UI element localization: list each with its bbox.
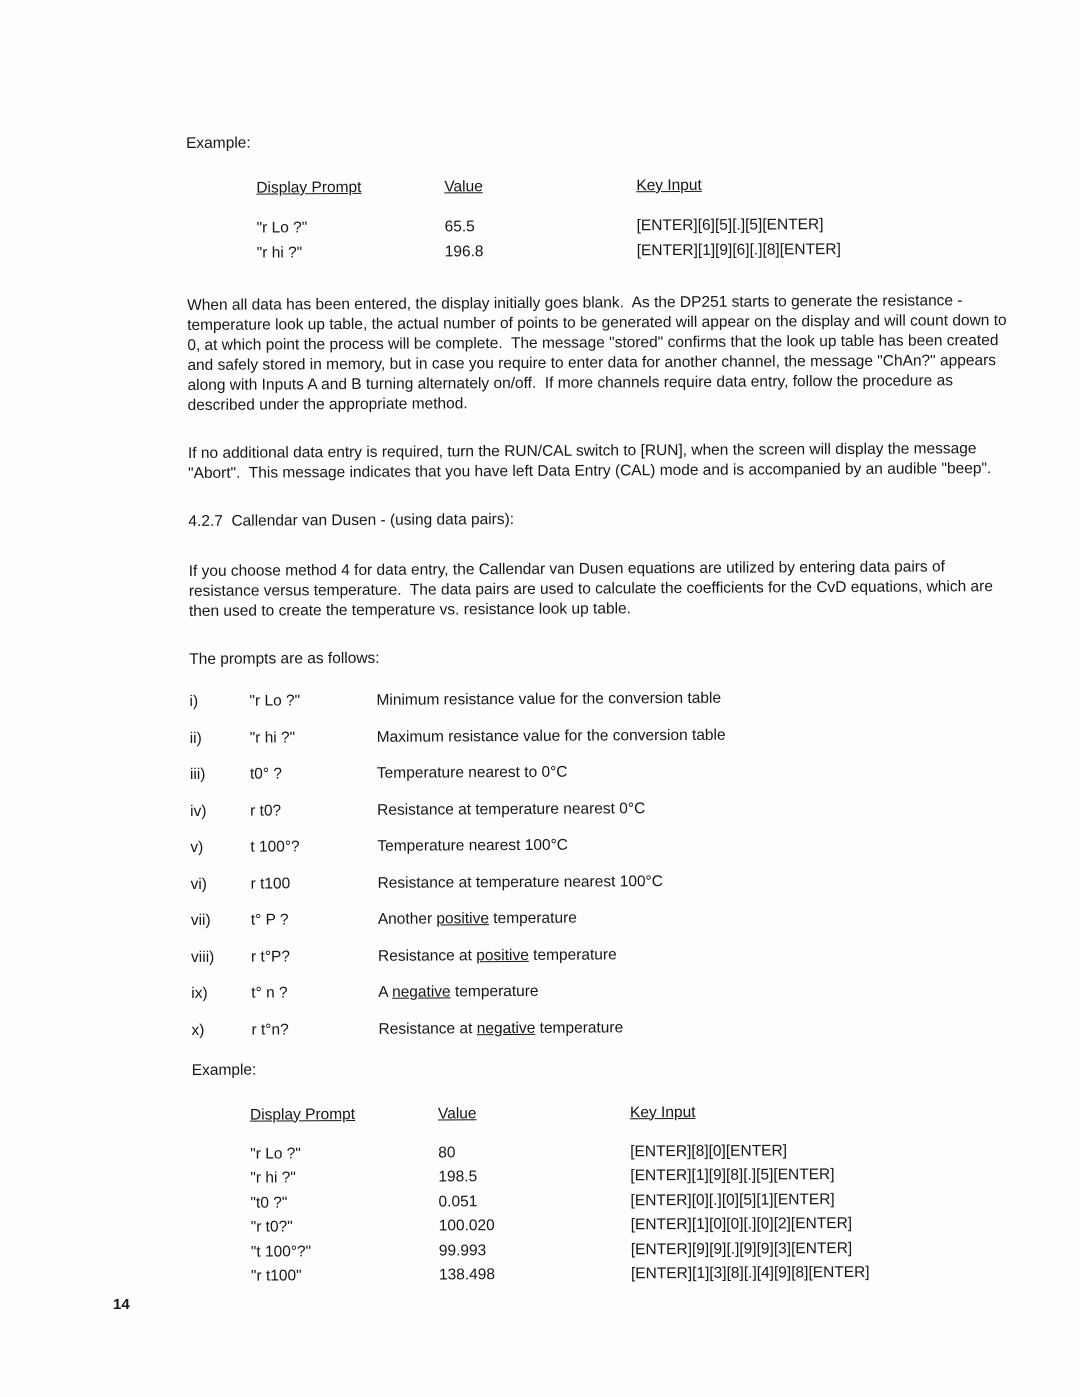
list-item	[191, 1015, 1021, 1040]
cell-key-input: [ENTER][1][9][8][.][5][ENTER]	[630, 1166, 835, 1185]
paragraph-cvd-intro: If you choose method 4 for data entry, the Callendar van Dusen equations are utilized by entering data pairs of resistance versus temperature. The data pairs are used to calculate the coefficients for the CvD equations, which are then used to create the temperature vs. resistance look up table.	[188, 558, 998, 620]
cell-value: 99.993	[438, 1241, 487, 1259]
page-content	[186, 129, 1023, 1290]
list-item-description: Temperature nearest 100°C	[377, 836, 568, 855]
cell-key-input: [ENTER][8][0][ENTER]	[630, 1141, 788, 1160]
list-item-description: Minimum resistance value for the conversion table	[376, 689, 722, 709]
list-item	[191, 942, 1021, 967]
list-item-numeral: x)	[191, 1021, 205, 1039]
list-item-prompt: t° n ?	[251, 984, 288, 1002]
cell-display-prompt: "r Lo ?"	[256, 219, 308, 237]
list-item-prompt: r t100	[250, 874, 291, 893]
list-item-description: Temperature nearest to 0°C	[376, 763, 568, 782]
list-item	[191, 979, 1021, 1004]
col-header-value: Value	[437, 1104, 477, 1122]
prompts-intro: The prompts are as follows:	[189, 649, 380, 668]
page-number: 14	[113, 1296, 130, 1313]
col-header-key-input: Key Input	[629, 1103, 696, 1121]
list-item-description: Resistance at negative temperature	[378, 1018, 624, 1038]
list-item-prompt: r t0?	[250, 801, 282, 820]
list-item	[190, 833, 1020, 858]
cell-display-prompt: "r hi ?"	[250, 1169, 296, 1187]
example2-table-header	[250, 1101, 1022, 1124]
col-header-display-prompt: Display Prompt	[249, 1105, 356, 1124]
list-item-description: Resistance at positive temperature	[377, 945, 617, 965]
prompt-list	[189, 687, 1021, 1041]
list-item-description: Resistance at temperature nearest 100°C	[377, 872, 663, 892]
cell-key-input: [ENTER][1][0][0][.][0][2][ENTER]	[630, 1214, 853, 1234]
list-item-prompt: t° P ?	[250, 911, 289, 929]
list-item-prompt: "r Lo ?"	[249, 692, 301, 710]
cell-display-prompt: "r t0?"	[250, 1218, 293, 1236]
cell-display-prompt: "r t100"	[250, 1267, 302, 1285]
cell-key-input: [ENTER][0][.][0][5][1][ENTER]	[630, 1190, 835, 1209]
list-item	[190, 723, 1020, 748]
list-item-numeral: i)	[189, 692, 199, 710]
list-item-numeral: ii)	[189, 729, 202, 747]
cell-display-prompt: "r Lo ?"	[250, 1144, 301, 1163]
cell-value: 138.498	[438, 1266, 496, 1284]
cell-value: 80	[438, 1143, 456, 1161]
table-row	[251, 1260, 1023, 1289]
example2-table	[250, 1101, 1023, 1289]
cell-key-input: [ENTER][6][5][.][5][ENTER]	[636, 216, 824, 235]
example1-label: Example:	[186, 134, 251, 152]
list-item-prompt: r t°n?	[251, 1020, 289, 1039]
list-item-numeral: v)	[190, 838, 204, 856]
list-item-numeral: vii)	[190, 911, 211, 929]
list-item	[189, 687, 1019, 712]
table-row	[257, 236, 1017, 266]
example1-table-header	[256, 175, 1016, 198]
example1-table	[256, 175, 1017, 266]
list-item-numeral: ix)	[191, 984, 208, 1002]
col-header-value: Value	[444, 178, 483, 196]
list-item	[191, 906, 1021, 931]
list-item-prompt: "r hi ?"	[249, 728, 296, 747]
cell-value: 196.8	[444, 243, 484, 261]
example2-label: Example:	[191, 1061, 257, 1079]
cell-key-input: [ENTER][9][9][.][9][9][3][ENTER]	[630, 1239, 853, 1258]
list-item-description: Another positive temperature	[377, 909, 577, 928]
paragraph-stored-message: When all data has been entered, the display initially goes blank. As the DP251 starts to generate the resistance - temperature look up table, the actual number of points to be generated will appear on the display and will count down to 0, at which point the process will be complete. The message "stored" confirms that the look up table has been created and safely stored in memory, but in case you require to enter data for another channel, the message "ChAn?" appears along with Inputs A and B turning alternately on/off. If more channels require data entry, follow the procedure as described under the appropriate method.	[186, 292, 1011, 414]
list-item-prompt: t 100°?	[250, 838, 300, 856]
cell-key-input: [ENTER][1][3][8][.][4][9][8][ENTER]	[630, 1263, 870, 1283]
cell-value: 65.5	[444, 218, 475, 236]
paragraph-abort-message: If no additional data entry is required, turn the RUN/CAL switch to [RUN], when the screen will display the message "Abort". This message indicates that you have left Data Entry (CAL) mode and is accompanied by an audible "beep".	[187, 440, 992, 482]
cell-key-input: [ENTER][1][9][6][.][8][ENTER]	[636, 241, 841, 260]
list-item-numeral: iv)	[190, 802, 207, 820]
list-item-numeral: viii)	[190, 948, 215, 966]
list-item-description: A negative temperature	[378, 982, 539, 1001]
cell-value: 100.020	[438, 1217, 495, 1235]
list-item-prompt: t0° ?	[249, 765, 283, 783]
list-item	[190, 760, 1020, 785]
list-item-numeral: vi)	[190, 875, 207, 893]
list-item-description: Maximum resistance value for the conversion table	[376, 726, 726, 746]
cell-display-prompt: "t0 ?"	[250, 1193, 288, 1212]
cell-display-prompt: "r hi ?"	[256, 244, 303, 262]
cell-value: 0.051	[438, 1192, 478, 1210]
list-item	[191, 869, 1021, 894]
list-item-prompt: r t°P?	[250, 947, 291, 966]
cell-value: 198.5	[438, 1168, 478, 1186]
list-item-description: Resistance at temperature nearest 0°C	[377, 799, 646, 819]
col-header-display-prompt: Display Prompt	[256, 178, 362, 197]
col-header-key-input: Key Input	[636, 176, 702, 195]
list-item	[190, 796, 1020, 821]
section-heading-4-2-7: 4.2.7 Callendar van Dusen - (using data pairs):	[188, 511, 515, 530]
list-item-numeral: iii)	[189, 765, 206, 783]
cell-display-prompt: "t 100°?"	[250, 1242, 312, 1261]
